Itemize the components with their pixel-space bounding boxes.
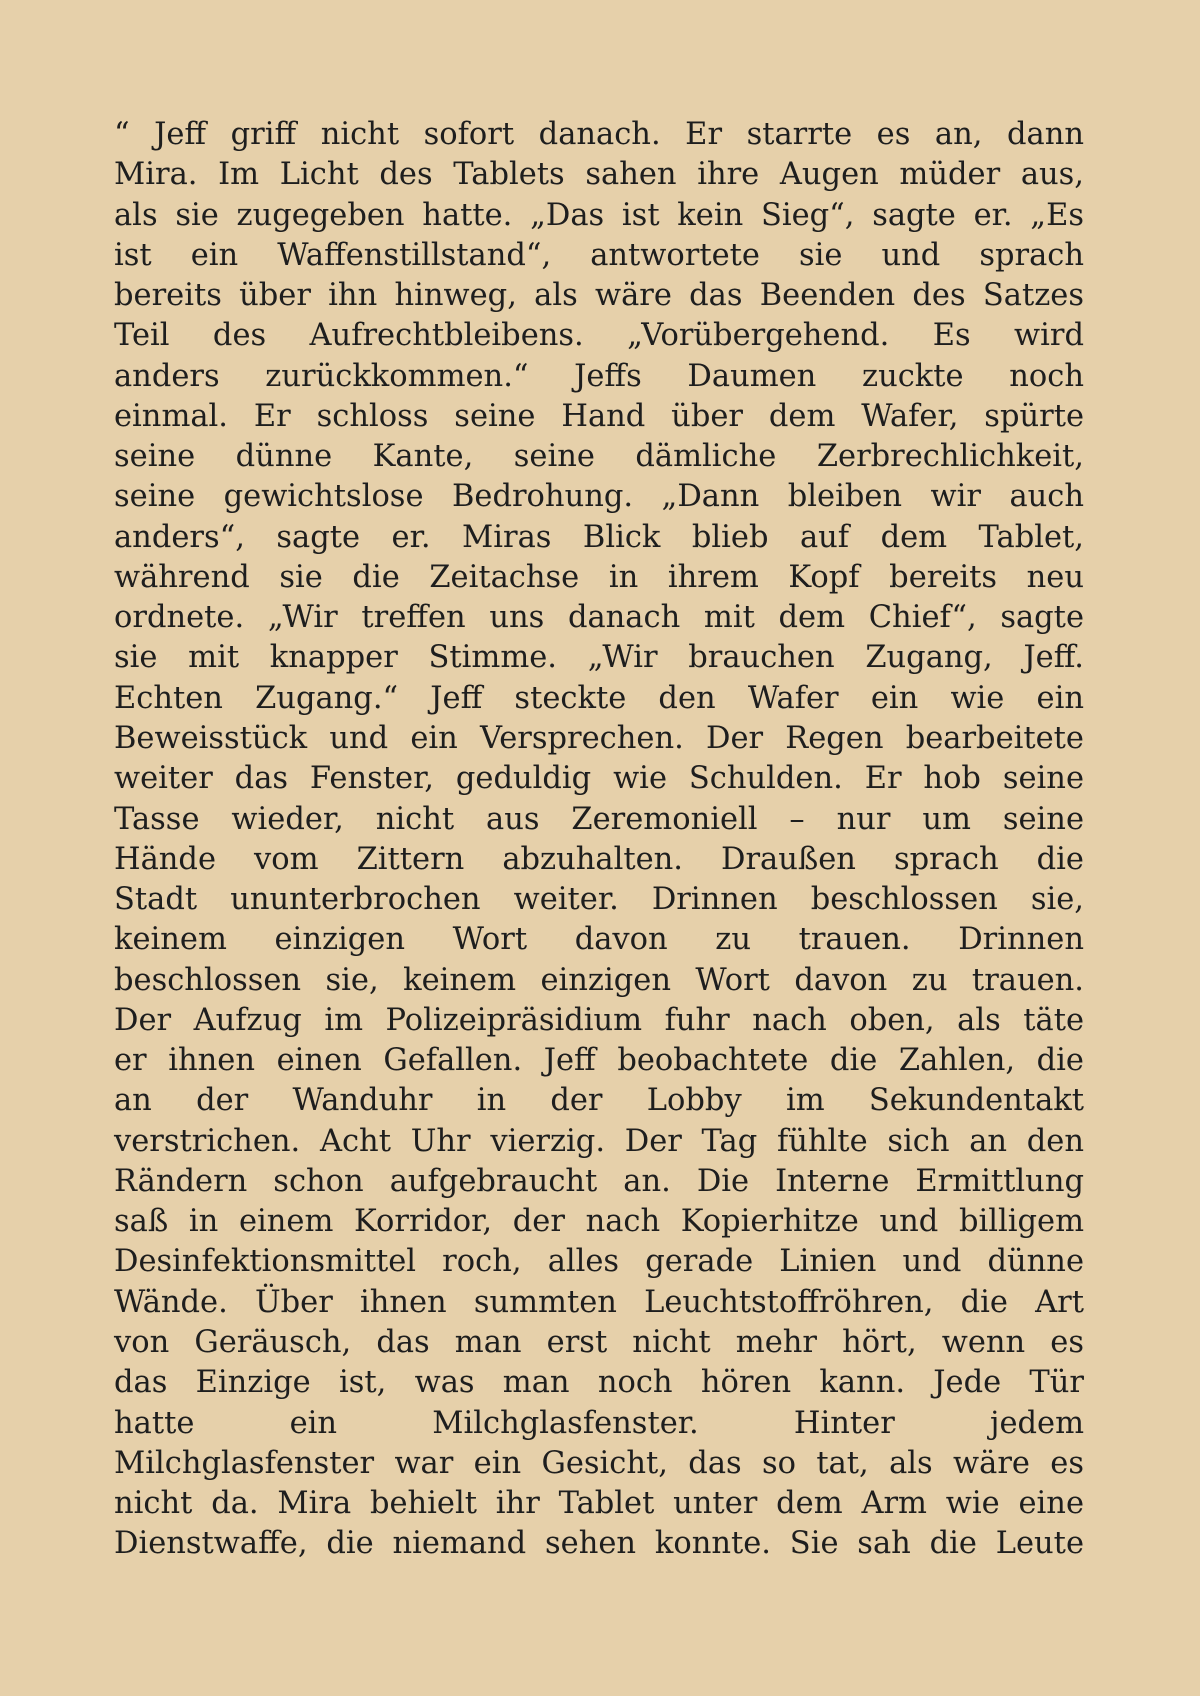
text-line: Beweisstück und ein Versprechen. Der Regen bearbeitete bbox=[114, 720, 1084, 756]
text-line: Tasse wieder, nicht aus Zeremoniell – nur um seine bbox=[114, 801, 1084, 837]
text-line: von Geräusch, das man erst nicht mehr hört, wenn es bbox=[114, 1324, 1084, 1360]
text-line: saß in einem Korridor, der nach Kopierhitze und billigem bbox=[114, 1204, 1084, 1240]
text-line: Milchglasfenster war ein Gesicht, das so tat, als wäre es bbox=[114, 1445, 1084, 1481]
text-line: er ihnen einen Gefallen. Jeff beobachtete die Zahlen, die bbox=[114, 1043, 1084, 1079]
text-line: während sie die Zeitachse in ihrem Kopf bereits neu bbox=[114, 559, 1084, 595]
text-line: Mira. Im Licht des Tablets sahen ihre Augen müder aus, bbox=[114, 157, 1084, 193]
text-line: “ Jeff griff nicht sofort danach. Er starrte es an, dann bbox=[114, 117, 1084, 152]
text-line: Desinfektionsmittel roch, alles gerade Linien und dünne bbox=[114, 1244, 1084, 1280]
text-line: seine dünne Kante, seine dämliche Zerbrechlichkeit, bbox=[114, 439, 1084, 475]
text-line: Wände. Über ihnen summten Leuchtstoffröhren, die Art bbox=[114, 1284, 1084, 1320]
text-line: hatte ein Milchglasfenster. Hinter jedem bbox=[114, 1405, 1084, 1441]
text-line: das Einzige ist, was man noch hören kann. Jede Tür bbox=[114, 1365, 1084, 1401]
text-line: sie mit knapper Stimme. „Wir brauchen Zugang, Jeff. bbox=[114, 640, 1084, 676]
text-line: Rändern schon aufgebraucht an. Die Interne Ermittlung bbox=[114, 1163, 1084, 1199]
text-line: ist ein Waffenstillstand“, antwortete sie und sprach bbox=[114, 237, 1084, 273]
text-line: nicht da. Mira behielt ihr Tablet unter dem Arm wie eine bbox=[114, 1486, 1084, 1522]
text-line: einmal. Er schloss seine Hand über dem Wafer, spürte bbox=[114, 398, 1084, 434]
text-line: keinem einzigen Wort davon zu trauen. Drinnen bbox=[114, 922, 1084, 958]
text-line: anders“, sagte er. Miras Blick blieb auf dem Tablet, bbox=[114, 519, 1084, 555]
text-line: als sie zugegeben hatte. „Das ist kein Sieg“, sagte er. „Es bbox=[114, 197, 1084, 233]
body-text bbox=[114, 115, 1084, 1565]
text-line: Echten Zugang.“ Jeff steckte den Wafer ein wie ein bbox=[114, 680, 1084, 716]
text-line: seine gewichtslose Bedrohung. „Dann bleiben wir auch bbox=[114, 479, 1084, 515]
text-line: Stadt ununterbrochen weiter. Drinnen beschlossen sie, bbox=[114, 882, 1084, 918]
text-line: Hände vom Zittern abzuhalten. Draußen sprach die bbox=[114, 841, 1084, 877]
text-line: Teil des Aufrechtbleibens. „Vorübergehend. Es wird bbox=[114, 318, 1084, 354]
text-line: weiter das Fenster, geduldig wie Schulden. Er hob seine bbox=[114, 761, 1084, 797]
text-line: Der Aufzug im Polizeipräsidium fuhr nach oben, als täte bbox=[114, 1002, 1084, 1038]
text-line: an der Wanduhr in der Lobby im Sekundentakt bbox=[114, 1083, 1084, 1119]
text-line: beschlossen sie, keinem einzigen Wort davon zu trauen. bbox=[114, 962, 1084, 998]
text-line: ordnete. „Wir treffen uns danach mit dem Chief“, sagte bbox=[114, 600, 1084, 636]
text-line: anders zurückkommen.“ Jeffs Daumen zuckte noch bbox=[114, 358, 1084, 394]
text-line: Dienstwaffe, die niemand sehen konnte. Sie sah die Leute bbox=[114, 1526, 1084, 1562]
text-line: bereits über ihn hinweg, als wäre das Beenden des Satzes bbox=[114, 278, 1084, 314]
text-line: verstrichen. Acht Uhr vierzig. Der Tag fühlte sich an den bbox=[114, 1123, 1084, 1159]
